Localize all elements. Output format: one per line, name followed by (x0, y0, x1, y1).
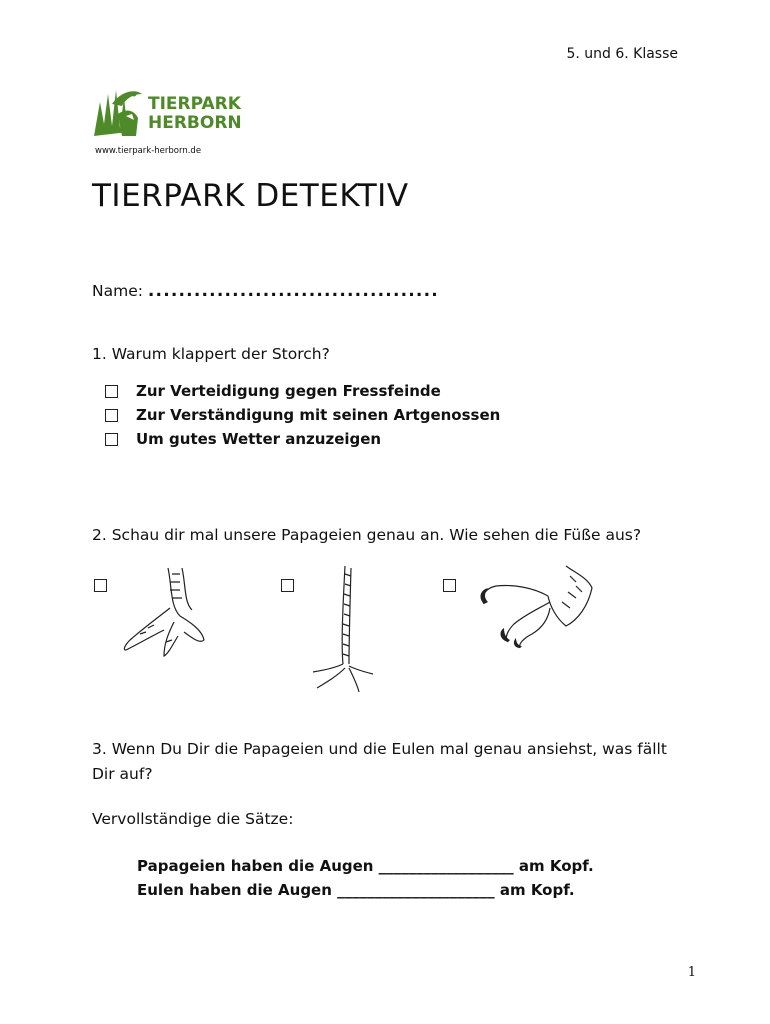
foot-checkbox-2[interactable] (281, 579, 294, 592)
grade-label: 5. und 6. Klasse (566, 46, 678, 62)
option-label: Zur Verteidigung gegen Fressfeinde (136, 382, 441, 400)
name-label: Name: (92, 282, 143, 300)
checkbox[interactable] (105, 409, 118, 422)
bird-foot-icon (305, 564, 375, 694)
page-number: 1 (687, 965, 696, 980)
option-1[interactable] (105, 382, 441, 400)
option-label: Zur Verständigung mit seinen Artgenossen (136, 406, 501, 424)
foot-checkbox-3[interactable] (443, 579, 456, 592)
checkbox[interactable] (105, 385, 118, 398)
owl-talon-icon (470, 562, 595, 652)
question-1: 1. Warum klappert der Storch? (92, 345, 330, 363)
question-3: 3. Wenn Du Dir die Papageien und die Eulen mal genau ansiehst, was fällt Dir auf? (92, 740, 667, 783)
page-title: TIERPARK DETEKTIV (92, 178, 409, 214)
option-3[interactable] (105, 430, 381, 448)
name-field (92, 281, 439, 301)
sentence-owls: Eulen haben die Augen _____________________ am Kopf. (137, 881, 575, 899)
question-2: 2. Schau dir mal unsere Papageien genau an. Wie sehen die Füße aus? (92, 526, 642, 544)
option-label: Um gutes Wetter anzuzeigen (136, 430, 382, 448)
sentence-parrots: Papageien haben die Augen __________________ am Kopf. (137, 857, 594, 875)
tierpark-logo (90, 84, 250, 138)
name-dots: ...................................... (147, 281, 439, 301)
logo-text-tierpark: TIERPARK (148, 94, 241, 114)
option-2[interactable] (105, 406, 500, 424)
checkbox[interactable] (105, 433, 118, 446)
parrot-foot-icon (120, 566, 210, 662)
tree-bird-icon (90, 84, 148, 138)
foot-checkbox-1[interactable] (94, 579, 107, 592)
logo-text-herborn: HERBORN (148, 113, 242, 133)
instruction-text: Vervollständige die Sätze: (92, 810, 294, 828)
website-url[interactable]: www.tierpark-herborn.de (95, 146, 202, 156)
